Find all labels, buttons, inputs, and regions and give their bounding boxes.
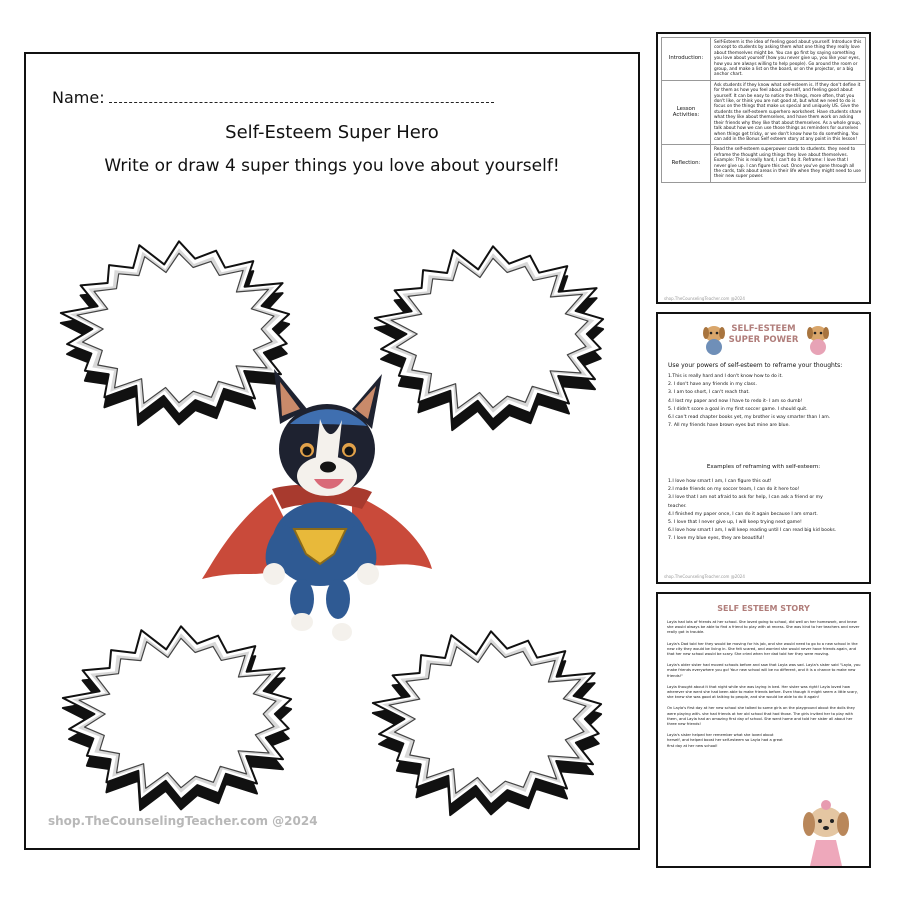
list-item: 2.I made friends on my soccer team, I can do it here too! [668,487,800,493]
superpower-title [658,324,869,346]
story-paragraph: Layla had lots of friends at her school. She loved going to school, did well on her homework, and knew she would always be able to find a friend to play with at recess. She was kind to her teachers and never really got in trouble. [667,620,860,635]
superpower-title-line1: SELF-ESTEEM [731,324,796,334]
thoughts-list [668,373,830,430]
superpower-title-line2: SUPER POWER [728,335,799,345]
name-label: Name: [52,88,105,107]
lesson-plan-watermark: shop.TheCounselingTeacher.com @2024 [664,296,745,301]
row-label: Reflection: [662,145,711,182]
girl-puppy-icon [796,796,856,866]
list-item: 4.I lost my paper and now I have to redo it- I am so dumb! [668,398,803,404]
row-text: Ask students if they know what self-esteem is. If they don't define it for them as how you feel about yourself, and feeling good about yourself. It can be easy to notice the things, more often, that you don't like, or think you are not good at, but what we need to do is focus on the things that make us special and uniquely US. Give the students the self-esteem superhero worksheet. Have students share what they like about themselves, and have them work on asking their friends why they like that about themselves. As a whole group, talk about how we can use those things as reminders for ourselves when things get tricky, or we don't know how to do something. You can add in the Bonus Self esteem story at any point in this lesson! [711,80,866,144]
list-item: 5. I didn't score a goal in my first soccer game. I should quit. [668,406,808,412]
story-paragraph: Layla's Dad told her they would be moving for his job, and she would need to go to a new school in the new city they would be living in. She felt scared, and worried she would never have friends again, and that her new school would be scary. She cried when her dad told her they were moving. [667,641,858,657]
worksheet-title: Self-Esteem Super Hero [225,122,439,143]
list-item: 3. I am too short, I can't reach that. [668,390,750,396]
story-paragraph: On Layla's first day at her new school she talked to some girls on the playground about the dolls they were playing with- she had friends at her old school that had those. The girls invited her to play with them, and Layla had an amazing first day of school. She went home and told her sister all about her three new friends! [667,706,855,727]
superpower-header [658,318,869,358]
examples-heading: Examples of reframing with self-esteem: [706,464,821,470]
list-item: 1.This is really hard and I don't know how to do it. [668,374,783,379]
worksheet-watermark: shop.TheCounselingTeacher.com @2024 [48,814,318,828]
lesson-plan-preview [656,32,871,304]
row-text: Read the self-esteem superpower cards to students. they need to reframe the thought using things they love about themselves. Example: This is really hard, I can't do it. Reframe: I love that I never give up. I can figure this out. Once you've gone through all the cards, talk about areas in their life when they might need to use their new super power. [711,145,866,182]
list-item: teacher. [668,503,687,509]
story-title: SELF ESTEEM STORY [717,604,810,613]
row-label: Lesson Activities: [662,80,711,144]
name-blank-line [109,88,494,103]
story-body [667,620,862,755]
story-paragraph: Layla's older sister had moved schools before and saw that Layla was sad. Layla's sister said "Layla, you make friends everywhere you go! Your new school will be no different, and it is a chance to make new friends!" [667,663,861,678]
examples-list [668,478,836,544]
table-row [662,38,866,81]
list-item: 4.I finished my paper once, I can do it again because I am smart. [668,511,818,517]
worksheet-page [24,52,640,850]
story-paragraph: Layla thought about it that night while she was laying in bed. Her sister was right! Layla loved how wherever she went she had been able to make friends before. Even though it might seem a little scary, she knew she was good at talking to people, and she would be able to do it again! [667,684,859,700]
list-item: 7. I love my blue eyes, they are beautiful! [668,536,765,542]
list-item: 1.I love how smart I am, I can figure this out! [668,479,772,484]
list-item: 3.I love that I am not afraid to ask for help, I can ask a friend or my [668,495,823,501]
list-item: 2. I don't have any friends in my class. [668,382,757,388]
name-field [52,88,494,107]
lesson-plan-table [661,37,866,183]
row-label: Introduction: [662,38,711,81]
story-paragraph: Layla's sister helped her remember what she loved about herself, and helped boost her self-esteem so Layla had a great first day at her new school! [667,733,783,748]
table-row [662,80,866,144]
list-item: 6.I can't read chapter books yet, my brother is way smarter than I am. [668,415,831,421]
superpower-cards-preview [656,312,871,584]
superpower-watermark: shop.TheCounselingTeacher.com @2024 [664,574,745,579]
superhero-dog-illustration [202,364,442,654]
worksheet-instruction: Write or draw 4 super things you love about yourself! [104,156,560,176]
story-preview [656,592,871,868]
list-item: 5. I love that I never give up, I will keep trying next game! [668,520,802,526]
row-text: Self-Esteem is the idea of feeling good about yourself. Introduce this concept to students by asking them what one thing they really love about themselves might be. You can go first by saying something you love about yourself (how you never give up, you like your eyes, how you are always willing to help people). Go around the room or group, and make a list on the board, or on the projector, or a big anchor chart. [711,38,866,81]
list-item: 6.I love how smart I am, I will keep reading until I can read big kid books. [668,528,837,534]
table-row [662,145,866,182]
list-item: 7. All my friends have brown eyes but mine are blue. [668,423,790,429]
superpower-heading: Use your powers of self-esteem to reframe your thoughts: [668,362,843,369]
